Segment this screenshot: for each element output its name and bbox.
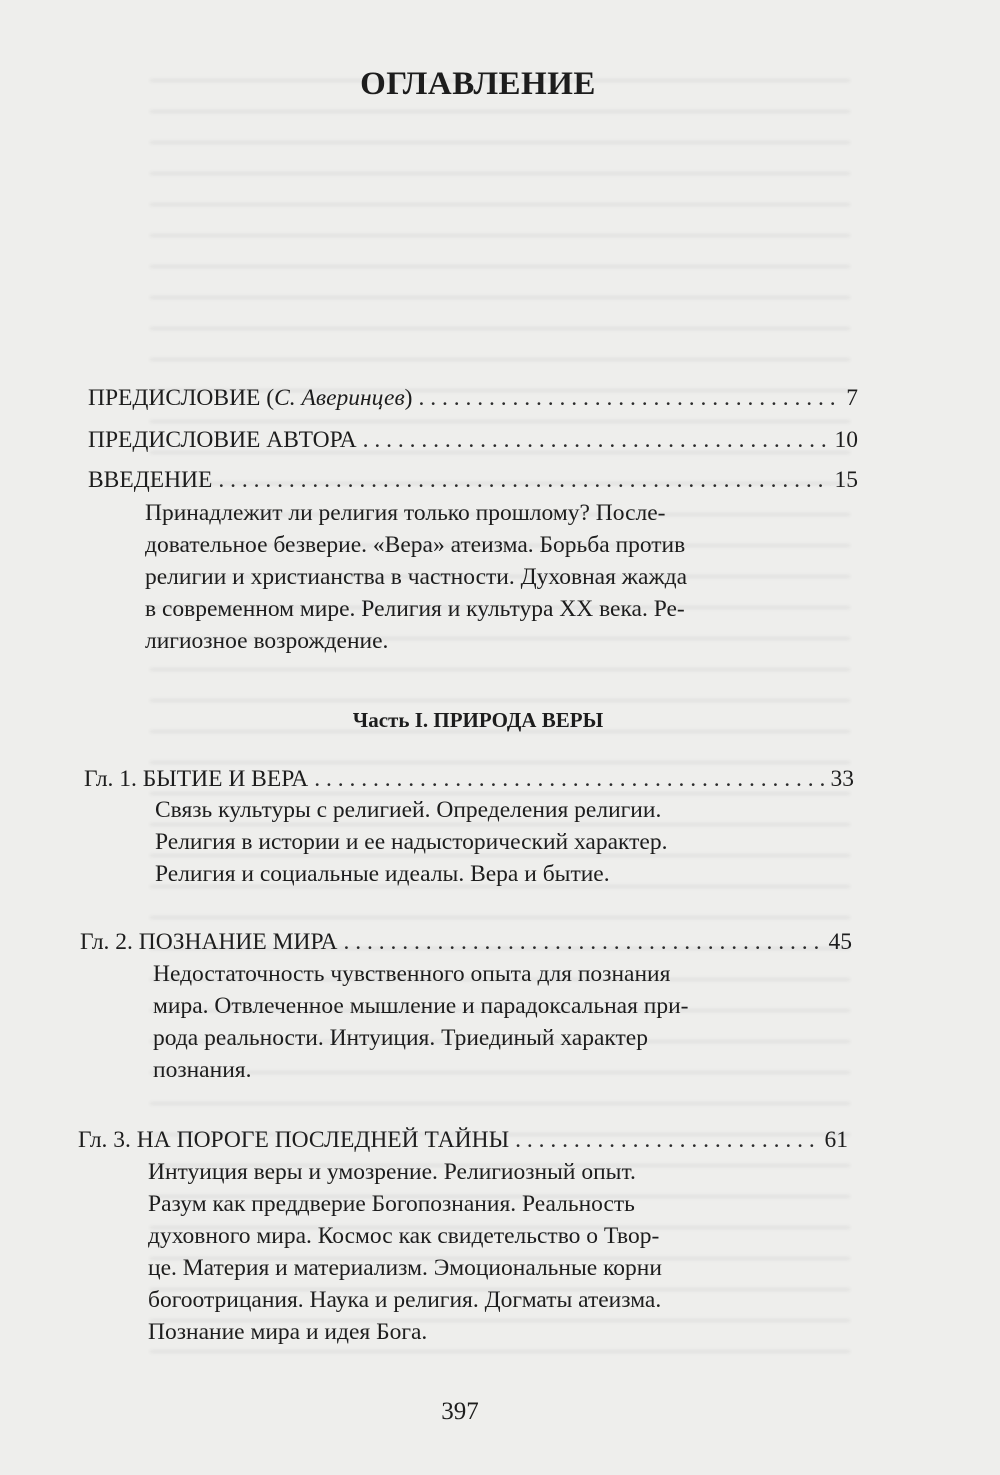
- dot-leader: [314, 763, 826, 795]
- dot-leader: [218, 464, 830, 496]
- toc-entry-label: ПРЕДИСЛОВИЕ (С. Аверинцев): [88, 385, 413, 411]
- toc-entry-label: Гл. 1. БЫТИЕ И ВЕРА: [84, 766, 309, 792]
- chapter-3-summary: Интуиция веры и умозрение. Религиозный опыт. Разум как преддверие Богопознания. Реальность духовного мира. Космос как свидетельство о Твор- це. Материя и материализм. Эмоциональные корни богоотрицания. Наука и религия. Догматы атеизма. Познание мира и идея Бога.: [148, 1159, 662, 1345]
- toc-entry-introduction[interactable]: [88, 464, 858, 496]
- toc-page-number: 45: [828, 929, 852, 955]
- toc-entry-label: ПРЕДИСЛОВИЕ АВТОРА: [88, 427, 357, 453]
- toc-entry-label: Гл. 2. ПОЗНАНИЕ МИРА: [80, 929, 338, 955]
- part-heading: Часть I. ПРИРОДА ВЕРЫ: [352, 708, 604, 732]
- chapter-1-summary: Связь культуры с религией. Определения религии. Религия в истории и ее надысторический характер. Религия и социальные идеалы. Вера и бытие.: [155, 797, 668, 887]
- page-title: ОГЛАВЛЕНИЕ: [360, 66, 596, 102]
- toc-entry-label: Гл. 3. НА ПОРОГЕ ПОСЛЕДНЕЙ ТАЙНЫ: [78, 1127, 510, 1153]
- toc-entry-foreword-averintsev[interactable]: [88, 382, 858, 414]
- dot-leader: [363, 424, 831, 456]
- toc-entry-chapter-2[interactable]: [80, 926, 852, 958]
- toc-entry-author: С. Аверинцев: [274, 385, 405, 411]
- dot-leader: [515, 1124, 820, 1156]
- chapter-2-summary: Недостаточность чувственного опыта для познания мира. Отвлеченное мышление и парадоксальная при- рода реальности. Интуиция. Триединый характер познания.: [153, 961, 689, 1083]
- toc-entry-chapter-1[interactable]: [84, 763, 854, 795]
- toc-page-number: 33: [830, 766, 854, 792]
- page-number: 397: [441, 1398, 479, 1425]
- toc-page-number: 61: [824, 1127, 848, 1153]
- toc-entry-label: ВВЕДЕНИЕ: [88, 467, 213, 493]
- toc-page-number: 7: [846, 385, 858, 411]
- dot-leader: [344, 926, 825, 958]
- toc-entry-author-foreword[interactable]: [88, 424, 858, 456]
- dot-leader: [418, 382, 842, 414]
- toc-page-number: 15: [834, 467, 858, 493]
- toc-page-number: 10: [834, 427, 858, 453]
- toc-entry-chapter-3[interactable]: [78, 1124, 848, 1156]
- introduction-summary: Принадлежит ли религия только прошлому? После- довательное безверие. «Вера» атеизма. Борьба против религии и христианства в частности. Духовная жажда в современном мире. Религия и культура XX века. Ре- лигиозное возрождение.: [145, 500, 688, 654]
